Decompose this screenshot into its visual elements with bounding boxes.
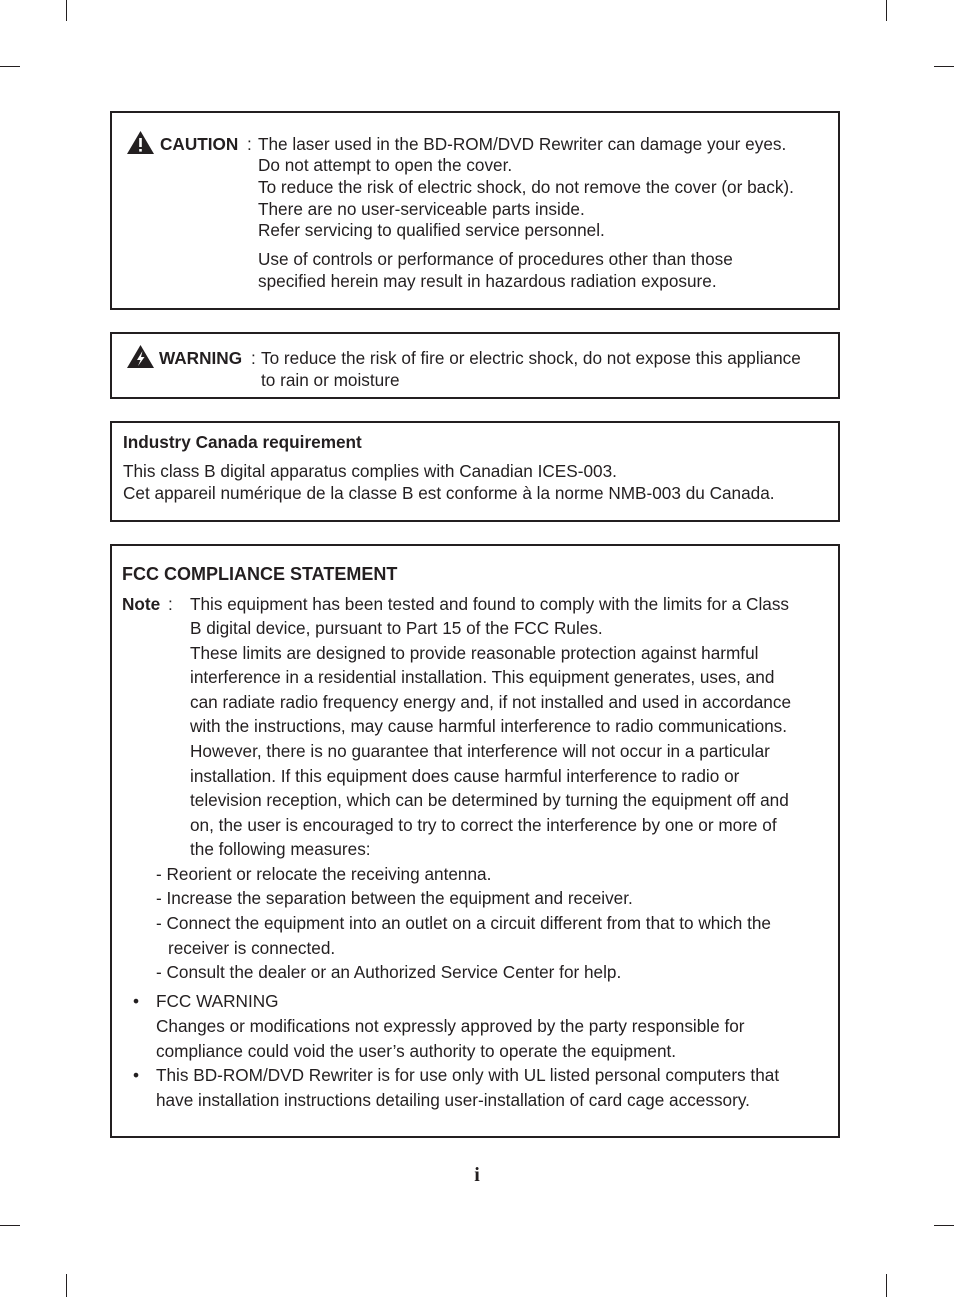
caution-text-line: To reduce the risk of electric shock, do not remove the cover (or back). bbox=[258, 177, 794, 197]
fcc-heading: FCC COMPLIANCE STATEMENT bbox=[122, 564, 398, 584]
fcc-note-separator: : bbox=[168, 594, 173, 614]
caution-text-line: specified herein may result in hazardous radiation exposure. bbox=[258, 271, 717, 291]
shock-warning-icon bbox=[126, 344, 155, 369]
caution-separator: : bbox=[247, 134, 252, 154]
fcc-bullet-line: Changes or modifications not expressly approved by the party responsible for bbox=[156, 1016, 745, 1036]
fcc-note-label: Note bbox=[122, 594, 161, 614]
fcc-note-line: television reception, which can be determined by turning the equipment off and bbox=[190, 790, 789, 810]
caution-text-line: The laser used in the BD-ROM/DVD Rewriter can damage your eyes. bbox=[258, 134, 787, 154]
bullet-marker: • bbox=[133, 1065, 140, 1085]
warning-text-line: To reduce the risk of fire or electric shock, do not expose this appliance bbox=[261, 348, 801, 368]
fcc-bullet-line: have installation instructions detailing user-installation of card cage accessory. bbox=[156, 1090, 750, 1110]
crop-mark bbox=[886, 1274, 887, 1297]
industry-canada-heading: Industry Canada requirement bbox=[123, 432, 362, 452]
fcc-measure-line: - Connect the equipment into an outlet on a circuit different from that to which the bbox=[156, 913, 771, 933]
fcc-note-line: These limits are designed to provide reasonable protection against harmful bbox=[190, 643, 759, 663]
fcc-note-line: can radiate radio frequency energy and, if not installed and used in accordance bbox=[190, 692, 792, 712]
fcc-note-line: on, the user is encouraged to try to correct the interference by one or more of bbox=[190, 815, 777, 835]
fcc-measure-line: receiver is connected. bbox=[168, 938, 336, 958]
crop-mark bbox=[0, 1225, 20, 1226]
fcc-note-line: B digital device, pursuant to Part 15 of the FCC Rules. bbox=[190, 618, 603, 638]
page-number: i bbox=[474, 1164, 480, 1186]
crop-mark bbox=[0, 66, 20, 67]
crop-mark bbox=[886, 0, 887, 21]
crop-mark bbox=[66, 0, 67, 21]
crop-mark bbox=[934, 66, 954, 67]
fcc-note-line: This equipment has been tested and found to comply with the limits for a Class bbox=[190, 594, 790, 614]
caution-text-line: There are no user-serviceable parts inside. bbox=[258, 199, 585, 219]
caution-triangle-icon bbox=[126, 130, 155, 155]
fcc-measure-line: - Reorient or relocate the receiving antenna. bbox=[156, 864, 492, 884]
caution-text-line: Use of controls or performance of procedures other than those bbox=[258, 249, 733, 269]
fcc-note-line: However, there is no guarantee that interference will not occur in a particular bbox=[190, 741, 770, 761]
industry-canada-text-line: Cet appareil numérique de la classe B est conforme à la norme NMB-003 du Canada. bbox=[123, 483, 775, 503]
caution-text-line: Refer servicing to qualified service personnel. bbox=[258, 220, 605, 240]
fcc-note-line: interference in a residential installation. This equipment generates, uses, and bbox=[190, 667, 775, 687]
industry-canada-text-line: This class B digital apparatus complies with Canadian ICES-003. bbox=[123, 461, 617, 481]
crop-mark bbox=[934, 1225, 954, 1226]
caution-text-line: Do not attempt to open the cover. bbox=[258, 155, 513, 175]
fcc-note-line: the following measures: bbox=[190, 839, 371, 859]
fcc-bullet-line: FCC WARNING bbox=[156, 991, 279, 1011]
fcc-measure-line: - Increase the separation between the equipment and receiver. bbox=[156, 888, 633, 908]
fcc-bullet-line: This BD-ROM/DVD Rewriter is for use only with UL listed personal computers that bbox=[156, 1065, 780, 1085]
fcc-bullet-line: compliance could void the user’s authority to operate the equipment. bbox=[156, 1041, 677, 1061]
warning-label: WARNING bbox=[159, 348, 243, 368]
bullet-marker: • bbox=[133, 991, 140, 1011]
caution-label: CAUTION bbox=[160, 134, 239, 154]
warning-text-line: to rain or moisture bbox=[261, 370, 400, 390]
crop-mark bbox=[66, 1274, 67, 1297]
fcc-note-line: with the instructions, may cause harmful interference to radio communications. bbox=[190, 716, 788, 736]
warning-separator: : bbox=[251, 348, 256, 368]
fcc-note-line: installation. If this equipment does cause harmful interference to radio or bbox=[190, 766, 740, 786]
fcc-measure-line: - Consult the dealer or an Authorized Service Center for help. bbox=[156, 962, 622, 982]
